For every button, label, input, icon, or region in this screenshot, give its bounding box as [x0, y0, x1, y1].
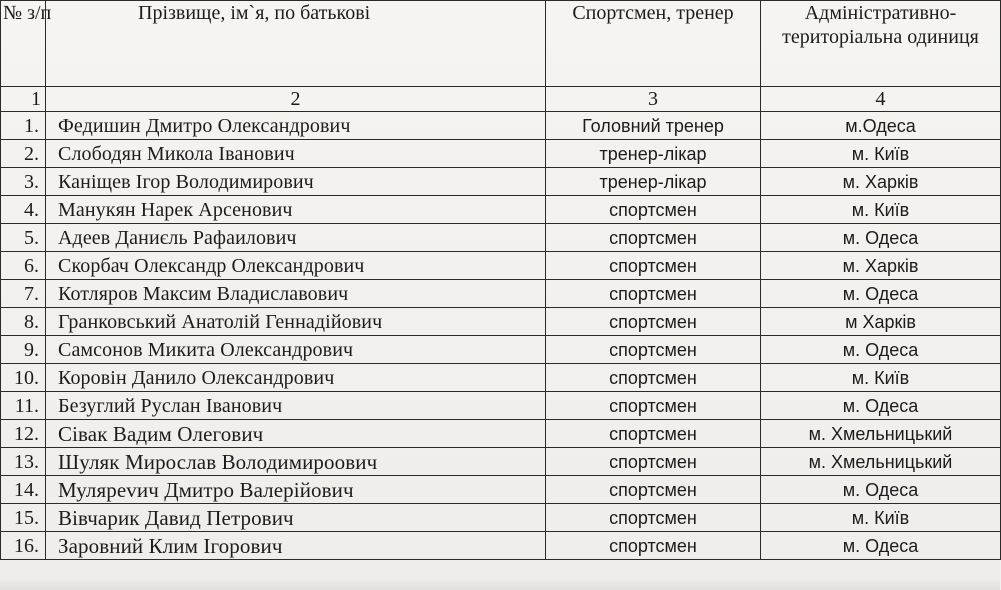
table-row	[1, 308, 1001, 336]
person-role: спортсмен	[546, 532, 761, 560]
person-city: м. Харків	[761, 168, 1001, 196]
column-number: 2	[46, 87, 546, 112]
person-role: спортсмен	[546, 476, 761, 504]
table-row	[1, 252, 1001, 280]
column-number-row	[1, 87, 1001, 112]
header-full-name: Прізвище, ім`я, по батькові	[46, 1, 546, 87]
column-number: 4	[761, 87, 1001, 112]
table-row	[1, 364, 1001, 392]
person-city: м. Хмельницький	[761, 420, 1001, 448]
row-number: 12.	[1, 420, 46, 448]
table-row	[1, 224, 1001, 252]
page-edge-shadow	[0, 578, 1000, 590]
table-row	[1, 392, 1001, 420]
person-city: м. Харків	[761, 252, 1001, 280]
person-role: спортсмен	[546, 308, 761, 336]
person-name: Шуляк Мирослав Володимироович	[46, 448, 546, 476]
column-number: 1	[1, 87, 46, 112]
person-city: м. Хмельницький	[761, 448, 1001, 476]
person-name: Манукян Нарек Арсенович	[46, 196, 546, 224]
person-name: Скорбач Олександр Олександрович	[46, 252, 546, 280]
table-row	[1, 336, 1001, 364]
header-number: № з/п	[1, 1, 46, 87]
row-number: 16.	[1, 532, 46, 560]
table-row	[1, 476, 1001, 504]
row-number: 6.	[1, 252, 46, 280]
row-number: 4.	[1, 196, 46, 224]
person-name: Сівак Вадим Олегович	[46, 420, 546, 448]
header-role: Спортсмен, тренер	[546, 1, 761, 87]
row-number: 13.	[1, 448, 46, 476]
person-name: Мулярevич Дмитро Валерійович	[46, 476, 546, 504]
person-city: м Харків	[761, 308, 1001, 336]
person-name: Адеев Даниєль Рафаилович	[46, 224, 546, 252]
person-city: м. Одеса	[761, 392, 1001, 420]
person-name: Гранковський Анатолій Геннадійович	[46, 308, 546, 336]
person-name: Федишин Дмитро Олександрович	[46, 112, 546, 140]
row-number: 5.	[1, 224, 46, 252]
person-name: Безуглий Руслан Іванович	[46, 392, 546, 420]
row-number: 1.	[1, 112, 46, 140]
table-row	[1, 196, 1001, 224]
table-row	[1, 532, 1001, 560]
table-row	[1, 504, 1001, 532]
person-city: м. Київ	[761, 504, 1001, 532]
table-row	[1, 420, 1001, 448]
table-row	[1, 140, 1001, 168]
person-name: Котляров Максим Владиславович	[46, 280, 546, 308]
person-role: спортсмен	[546, 364, 761, 392]
person-role: спортсмен	[546, 392, 761, 420]
header-region: Адміністративно-територіальна одиниця	[761, 1, 1001, 87]
person-role: спортсмен	[546, 280, 761, 308]
person-role: спортсмен	[546, 336, 761, 364]
person-city: м. Київ	[761, 196, 1001, 224]
person-role: спортсмен	[546, 224, 761, 252]
table-row	[1, 112, 1001, 140]
row-number: 7.	[1, 280, 46, 308]
person-role: спортсмен	[546, 420, 761, 448]
row-number: 15.	[1, 504, 46, 532]
row-number: 9.	[1, 336, 46, 364]
person-role: тренер-лікар	[546, 168, 761, 196]
person-city: м. Одеса	[761, 280, 1001, 308]
person-city: м. Одеса	[761, 336, 1001, 364]
person-city: м.Одеса	[761, 112, 1001, 140]
person-name: Вівчарик Давид Петрович	[46, 504, 546, 532]
person-role: спортсмен	[546, 504, 761, 532]
person-name: Коровін Данило Олександрович	[46, 364, 546, 392]
column-number: 3	[546, 87, 761, 112]
person-city: м. Одеса	[761, 476, 1001, 504]
person-city: м. Одеса	[761, 224, 1001, 252]
person-role: спортсмен	[546, 252, 761, 280]
person-role: тренер-лікар	[546, 140, 761, 168]
row-number: 8.	[1, 308, 46, 336]
person-city: м. Київ	[761, 364, 1001, 392]
person-role: спортсмен	[546, 196, 761, 224]
person-name: Слободян Микола Іванович	[46, 140, 546, 168]
row-number: 11.	[1, 392, 46, 420]
person-name: Каніщев Ігор Володимирович	[46, 168, 546, 196]
person-name: Заровний Клим Ігорович	[46, 532, 546, 560]
row-number: 10.	[1, 364, 46, 392]
row-number: 2.	[1, 140, 46, 168]
table-row	[1, 448, 1001, 476]
table-row	[1, 168, 1001, 196]
person-role: Головний тренер	[546, 112, 761, 140]
row-number: 3.	[1, 168, 46, 196]
person-city: м. Одеса	[761, 532, 1001, 560]
person-city: м. Київ	[761, 140, 1001, 168]
table-row	[1, 280, 1001, 308]
person-name: Самсонов Микита Олександрович	[46, 336, 546, 364]
person-role: спортсмен	[546, 448, 761, 476]
header-row	[1, 1, 1001, 87]
row-number: 14.	[1, 476, 46, 504]
